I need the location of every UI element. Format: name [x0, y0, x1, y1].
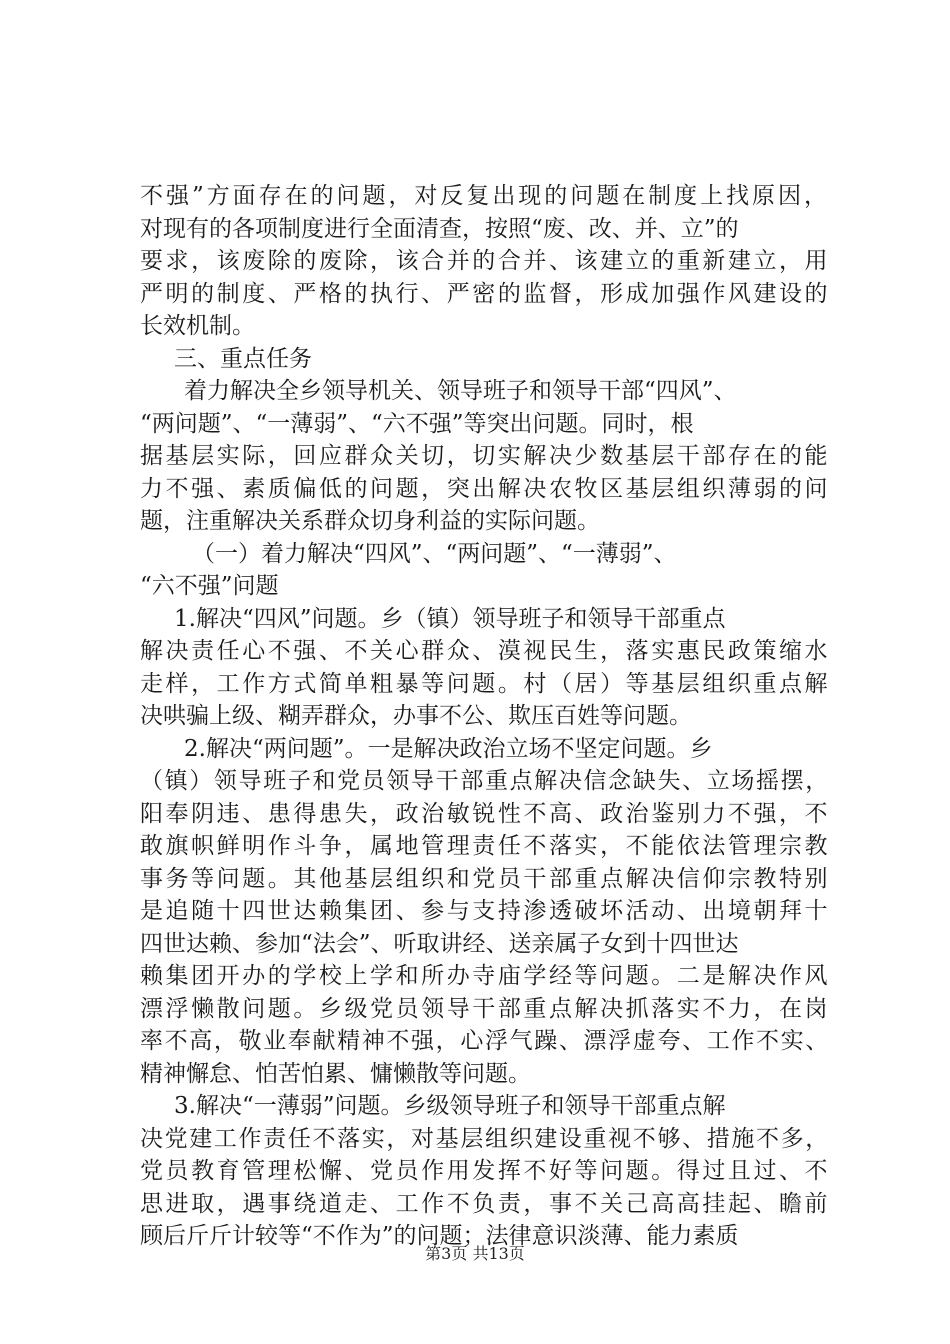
text-line: “两问题”、“一薄弱”、“六不强”等突出问题。同时，根	[140, 410, 694, 437]
paragraph-institution	[140, 180, 830, 343]
text-line: 阳奉阴违、患得患失，政治敏锐性不高、政治鉴别力不强，不	[140, 800, 831, 827]
section-heading-key-tasks	[140, 343, 830, 376]
text-line: 思进取，遇事绕道走、工作不负责，事不关己高高挂起、瞻前	[140, 1190, 831, 1217]
paragraph-item-1	[140, 603, 830, 733]
text-line: 顾后斤斤计较等“不作为”的问题；法律意识淡薄、能力素质	[140, 1223, 739, 1249]
text-line: 据基层实际，回应群众关切，切实解决少数基层干部存在的能	[140, 443, 831, 469]
text-line: 率不高，敬业奉献精神不强，心浮气躁、漂浮虚夸、工作不实、	[140, 1028, 830, 1054]
text-line: 1.解决“四风”问题。乡（镇）领导班子和领导干部重点	[174, 605, 726, 632]
text-line: 赖集团开办的学校上学和所办寺庙学经等问题。二是解决作风	[140, 963, 831, 989]
text-line: “六不强”问题	[140, 573, 279, 599]
text-line: （镇）领导班子和党员领导干部重点解决信念缺失、立场摇摆，	[140, 768, 830, 794]
text-line: 漂浮懒散问题。乡级党员领导干部重点解决抓落实不力，在岗	[140, 995, 831, 1022]
text-line: 力不强、素质偏低的问题，突出解决农牧区基层组织薄弱的问	[140, 475, 831, 502]
paragraph-item-3	[140, 1090, 830, 1253]
text-line: 党员教育管理松懈、党员作用发挥不好等问题。得过且过、不	[140, 1158, 831, 1184]
text-line: 敢旗帜鲜明作斗争，属地管理责任不落实，不能依法管理宗教	[140, 833, 831, 859]
text-line: 着力解决全乡领导机关、领导班子和领导干部“四风”、	[184, 378, 737, 404]
paragraph-key-tasks	[140, 375, 830, 538]
text-line: 要求，该废除的废除，该合并的合并、该建立的重新建立，用	[140, 248, 831, 274]
text-line: 严明的制度、严格的执行、严密的监督，形成加强作风建设的	[140, 280, 831, 307]
text-line: 决党建工作责任不落实，对基层组织建设重视不够、措施不多，	[140, 1125, 830, 1152]
document-body	[140, 180, 830, 1253]
text-line: 决哄骗上级、糊弄群众，办事不公、欺压百姓等问题。	[140, 703, 692, 729]
subheading-one	[140, 538, 830, 603]
text-line: 事务等问题。其他基层组织和党员干部重点解决信仰宗教特别	[140, 865, 831, 892]
text-line: 解决责任心不强、不关心群众、漠视民生，落实惠民政策缩水	[140, 638, 831, 664]
text-line: 题，注重解决关系群众切身利益的实际问题。	[140, 508, 600, 534]
text-line: 精神懈怠、怕苦怕累、慵懒散等问题。	[140, 1060, 531, 1087]
text-line: 2.解决“两问题”。一是解决政治立场不坚定问题。乡	[184, 735, 713, 762]
text-line: 四世达赖、参加“法会”、听取讲经、送亲属子女到十四世达	[140, 930, 739, 957]
text-line: 对现有的各项制度进行全面清查，按照“废、改、并、立”的	[140, 215, 739, 242]
text-line: 走样，工作方式简单粗暴等问题。村（居）等基层组织重点解	[140, 670, 831, 697]
text-line: 长效机制。	[140, 313, 255, 339]
heading-text: 三、重点任务	[174, 345, 312, 372]
page-number-footer: 第3页 共13页	[425, 1244, 525, 1263]
text-line: （一）着力解决“四风”、“两问题”、“一薄弱”、	[192, 540, 677, 567]
text-line: 是追随十四世达赖集团、参与支持渗透破坏活动、出境朝拜十	[140, 898, 831, 924]
paragraph-item-2	[140, 733, 830, 1091]
text-line: 不强”方面存在的问题，对反复出现的问题在制度上找原因，	[140, 183, 830, 209]
text-line: 3.解决“一薄弱”问题。乡级领导班子和领导干部重点解	[174, 1093, 726, 1119]
